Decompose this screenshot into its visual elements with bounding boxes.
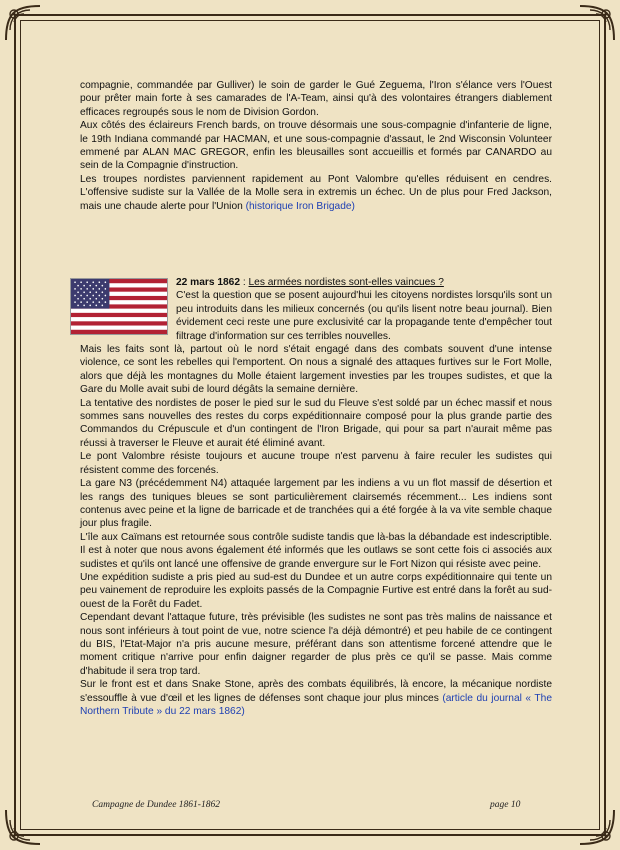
paragraph [80, 678, 552, 718]
paragraph: compagnie, commandée par Gulliver) le soin de garder le Gué Zeguema, l'Iron s'élance vers l'Ouest pour prêter main forte à ses camarades de l'A-Team, ainsi qu'à des volontaires étrangers diablement efficaces regroupés sous le nom de Division Gordon. [80, 80, 552, 118]
paragraph: Cependant devant l'attaque future, très prévisible (les sudistes ne sont pas très malins de naissance et nous sont inférieurs à tout point de vue, notre science l'a déjà démontré) et peu habile de ce contingent du BIS, l'Etat-Major n'a pris aucune mesure, préférant dans son attentisme forcené attendre que le moment critique n'arrive pour enfin daigner regarder de plus près ce qu'il se passe. Mais comme d'habitude il sera trop tard. [80, 612, 552, 677]
corner-ornament-top-right [574, 0, 620, 46]
paragraph-text: Sur le front est et dans Snake Stone, après des combats équilibrés, là encore, la mécanique nordiste s'essouffle à vue d'œil et les lignes de défenses sont chaque jour plus minces [80, 679, 552, 704]
corner-ornament-bottom-left [0, 804, 46, 850]
paragraph-text: Les troupes nordistes parviennent rapidement au Pont Valombre qu'elles réduisent en cendres. L'offensive sudiste sur la Vallée de la Molle sera in extremis un échec. Un de plus pour Fred Jackson, mais une chaude alerte pour l'Union [80, 173, 552, 212]
us-flag-icon [70, 278, 168, 335]
article-continuation [80, 79, 552, 213]
paragraph: C'est la question que se posent aujourd'hui les citoyens nordistes lorsqu'ils sont un peu introduits dans les milieux concernés (ou qu'ils lisent notre beau journal). Bien évidement ceci reste une pure exclusivité car la propagande tente d'empêcher tout filtrage d'information sur ces terribles nouvelles. [176, 290, 552, 342]
paragraph: Aux côtés des éclaireurs French bards, on trouve désormais une sous-compagnie d'infanterie de ligne, le 19th Indiana commandé par HACMAN, et une sous-compagnie d'assaut, le 2nd Wisconsin Volunteer emmené par ALAN MAC GREGOR, enfin les bleusailles sont accueillis et formés par CANARDO au sein de la Compagnie d'instruction. [80, 120, 552, 172]
article-date: 22 mars 1862 [176, 277, 241, 288]
paragraph: La gare N3 (précédemment N4) attaquée largement par les indiens a vu un flot massif de désertion et les rangs des tuniques bleues se sont particulièrement clairsemés récemment... Les indiens sont contenus avec peine et la ligne de barricade et de tranchées qui a été forgée à la va vite semble chaque jour plus fragile. [80, 478, 552, 530]
historique-link[interactable]: (historique Iron Brigade) [245, 200, 355, 212]
paragraph: La tentative des nordistes de poser le pied sur le sud du Fleuve s'est soldé par un échec massif et nous sommes sans nouvelles des restes du corps expéditionnaire composé pour la plus grande partie des Commandos du Crépuscule et d'un contingent de l'Iron Brigade, qui pour sa part n'aurait même pas réussi à traverser le Fleuve et aurait été éliminé avant. [80, 397, 552, 449]
paragraph: Mais les faits sont là, partout où le nord s'était engagé dans des combats souvent d'une intense violence, ce sont les rebelles qui l'emportent. On nous a signalé des attaques furtives sur le Fort Molle, alors que déjà les montagnes du Molle étaient largement investies par les troupes sudistes, et que la Gare du Molle avait subi de lourd dégâts la semaine dernière. [80, 344, 552, 396]
footer-title: Campagne de Dundee 1861-1862 [92, 800, 220, 810]
paragraph: Une expédition sudiste a pris pied au sud-est du Dundee et un autre corps expéditionnaire qui tente un peu vainement de reproduire les exploits passés de la Compagnie Furtive est entré dans la forêt au sud-ouest de la Forêt du Fadet. [80, 571, 552, 610]
paragraph: Le pont Valombre résiste toujours et aucune troupe n'est parvenu à faire reculer les sudistes qui résistent comme des forcenés. [80, 451, 552, 476]
page-number: page 10 [490, 800, 521, 810]
paragraph [80, 173, 552, 213]
corner-ornament-top-left [0, 0, 46, 46]
journal-article-link[interactable]: (article du journal « The Northern Tribute » du 22 mars 1862) [80, 692, 552, 717]
date-separator: : [240, 277, 249, 288]
news-article [80, 276, 552, 718]
paragraph: L'île aux Caïmans est retournée sous contrôle sudiste tandis que là-bas la débandade est indescriptible. Il est à noter que nous avons également été informés que les outlaws se sont cette fois ci associés aux sudistes et qu'ils ont lancé une offensive de grande envergure sur le Fort Nizon qui résiste avec peine. [80, 531, 552, 570]
corner-ornament-bottom-right [574, 804, 620, 850]
article-headline: Les armées nordistes sont-elles vaincues ? [248, 277, 444, 288]
